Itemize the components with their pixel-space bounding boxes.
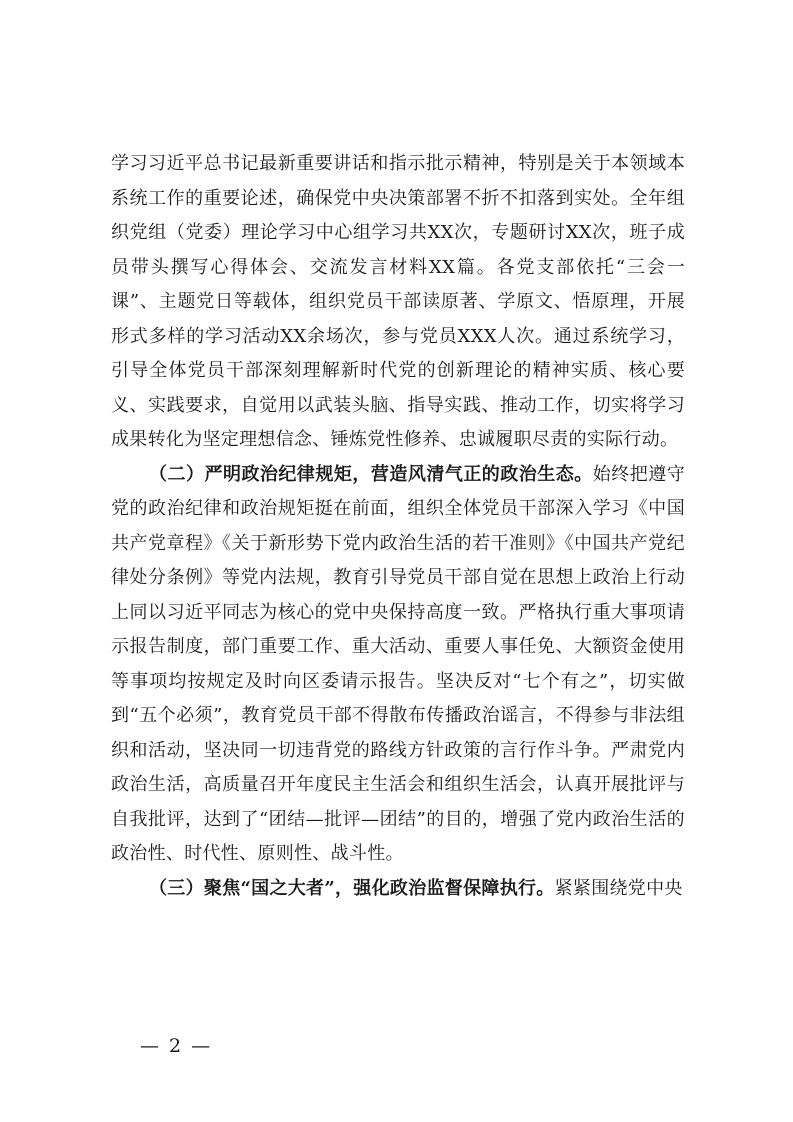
paragraph-3 (111, 872, 685, 907)
paragraph-2-text: 始终把遵守党的政治纪律和政治规矩挺在前面，组织全体党员干部深入学习《中国共产党章程》《关于新形势下党内政治生活的若干准则》《中国共产党纪律处分条例》等党内法规，教育引导党员干部自觉在思想上政治上行动上同以习近平同志为核心的党中央保持高度一致。严格执行重大事项请示报告制度，部门重要工作、重大活动、重要人事任免、大额资金使用等事项均按规定及时向区委请示报告。坚决反对“七个有之”，切实做到“五个必须”，教育党员干部不得散布传播政治谣言，不得参与非法组织和活动，坚决同一切违背党的路线方针政策的言行作斗争。严肃党内政治生活，高质量召开年度民主生活会和组织生活会，认真开展批评与自我批评，达到了“团结—批评—团结”的目的，增强了党内政治生活的政治性、时代性、原则性、战斗性。 (111, 463, 686, 864)
paragraph-1 (111, 147, 685, 458)
paragraph-2-heading: （二）严明政治纪律规矩，营造风清气正的政治生态。 (149, 463, 593, 485)
paragraph-3-heading: （三）聚焦“国之大者”，强化政治监督保障执行。 (149, 877, 555, 899)
page-number: — 2 — (140, 1035, 213, 1057)
paragraph-1-text: 学习习近平总书记最新重要讲话和指示批示精神，特别是关于本领域本系统工作的重要论述，确保党中央决策部署不折不扣落到实处。全年组织党组（党委）理论学习中心组学习共XX次，专题研讨XX次，班子成员带头撰写心得体会、交流发言材料XX篇。各党支部依托“三会一课”、主题党日等载体，组织党员干部读原著、学原文、悟原理，开展形式多样的学习活动XX余场次，参与党员XXX人次。通过系统学习，引导全体党员干部深刻理解新时代党的创新理论的精神实质、核心要义、实践要求，自觉用以武装头脑、指导实践、推动工作，切实将学习成果转化为坚定理想信念、锤炼党性修养、忠诚履职尽责的实际行动。 (111, 153, 685, 450)
paragraph-3-text: 紧紧围绕党中央 (554, 877, 683, 899)
paragraph-2 (111, 458, 685, 872)
document-body (111, 147, 685, 906)
